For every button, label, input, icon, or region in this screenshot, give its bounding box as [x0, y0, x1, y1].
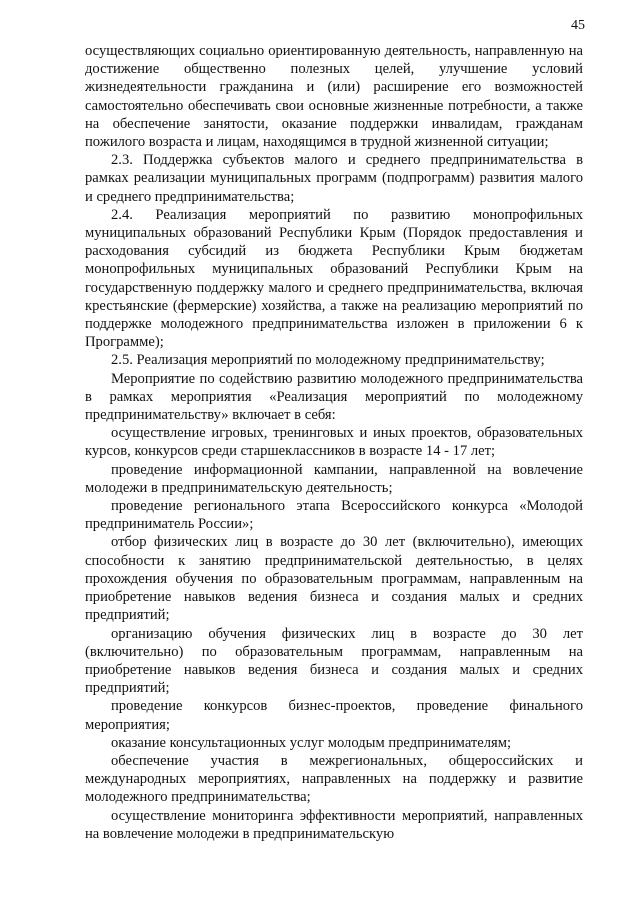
list-item-info-campaign: проведение информационной кампании, направленной на вовлечение молодежи в предпринимательскую деятельность;	[85, 461, 583, 496]
paragraph-item-2-4: 2.4. Реализация мероприятий по развитию монопрофильных муниципальных образований Республики Крым (Порядок предоставления и расходования субсидий из бюджета Республики Крым бюджетам монопрофильных муниципальных образований Республики Крым на государственную поддержку малого и среднего предпринимательства, включая крестьянские (фермерские) хозяйства, а также на реализацию мероприятий по поддержке молодежного предпринимательства изложен в приложении 6 к Программе);	[85, 206, 583, 351]
list-item-business-contests: проведение конкурсов бизнес-проектов, проведение финального мероприятия;	[85, 698, 583, 733]
list-item-consulting: оказание консультационных услуг молодым предпринимателям;	[111, 734, 512, 751]
paragraph-item-2-3: 2.3. Поддержка субъектов малого и среднего предпринимательства в рамках реализации муниципальных программ (подпрограмм) развития малого и среднего предпринимательства;	[85, 152, 583, 205]
list-item-monitoring: осуществление мониторинга эффективности мероприятий, направленных на вовлечение молодежи в предпринимательскую	[85, 807, 583, 842]
paragraph-item-2-5: 2.5. Реализация мероприятий по молодежному предпринимательству;	[111, 352, 545, 369]
document-body	[85, 42, 583, 843]
list-item-regional-contest: проведение регионального этапа Всероссийского конкурса «Молодой предприниматель России»;	[85, 498, 583, 533]
list-item-selection: отбор физических лиц в возрасте до 30 лет (включительно), имеющих способности к занятию предпринимательской деятельностью, в целях прохождения обучения по образовательным программам, направленным на приобретение навыков ведения бизнеса и создания малых и средних предприятий;	[85, 534, 583, 624]
list-item-participation: обеспечение участия в межрегиональных, общероссийских и международных мероприятиях, направленных на поддержку и развитие молодежного предпринимательства;	[85, 752, 583, 806]
paragraph-continuation: осуществляющих социально ориентированную деятельность, направленную на достижение общественно полезных целей, улучшение условий жизнедеятельности гражданина и (или) расширение его возможностей самостоятельно обеспечивать свои основные жизненные потребности, а также на обеспечение занятости, оказание поддержки инвалидам, гражданам пожилого возраста и лицам, находящимся в трудной жизненной ситуации;	[85, 43, 583, 151]
page-number: 45	[571, 18, 585, 33]
list-item-projects: осуществление игровых, тренинговых и иных проектов, образовательных курсов, конкурсов среди старшеклассников в возрасте 14 - 17 лет;	[85, 425, 583, 460]
paragraph-measure-description: Мероприятие по содействию развитию молодежного предпринимательства в рамках мероприятия «Реализация мероприятий по молодежному предпринимательству» включает в себя:	[85, 370, 583, 424]
list-item-training: организацию обучения физических лиц в возрасте до 30 лет (включительно) по образовательным программам, направленным на приобретение навыков ведения бизнеса и создания малых и средних предприятий;	[85, 625, 583, 697]
